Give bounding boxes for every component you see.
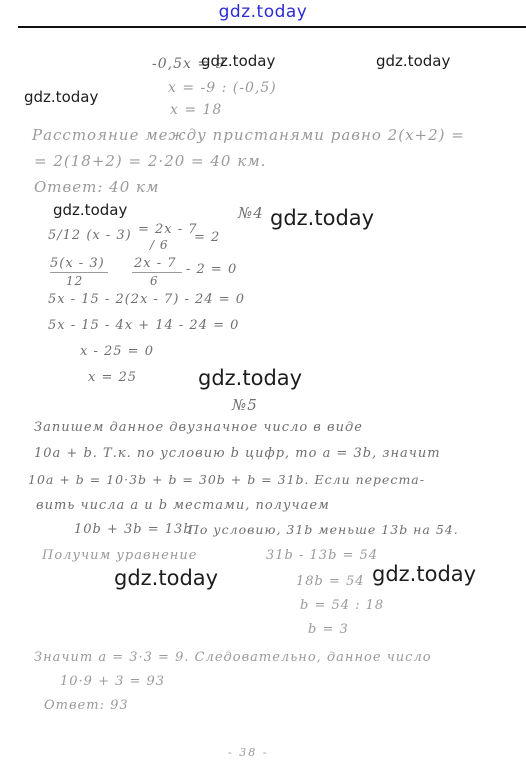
task-5-label: №5 [232,396,258,414]
task-5-step-3: b = 3 [308,622,349,637]
task-5-line-6b: 31b - 13b = 54 [266,548,379,563]
task-4-line-3: 5x - 15 - 2(2x - 7) - 24 = 0 [48,292,246,307]
watermark: gdz.today [114,566,219,590]
task-5-line-7: Значит a = 3·3 = 9. Следовательно, данное число [34,650,432,665]
task-5-line-1: Запишем данное двузначное число в виде [34,420,363,435]
notebook-page [0,30,526,776]
watermark: gdz.today [372,562,477,586]
task-4-line-1a: 5/12 (x - 3) [48,228,132,243]
equation-line-1: -0,5x = 9 [152,56,226,72]
task-4-line-1c: / 6 [150,238,169,252]
watermark: gdz.today [270,206,375,230]
task-5-line-8: 10·9 + 3 = 93 [60,674,166,689]
task-4-line-6: x = 25 [88,370,138,385]
task-5-line-3: 10a + b = 10·3b + b = 30b + b = 31b. Если перестa- [28,472,425,487]
task-4-line-2c: 2x - 7 [134,256,177,271]
header [0,0,526,30]
site-title[interactable]: gdz.today [218,2,308,22]
watermark: gdz.today [376,52,451,70]
distance-line-1: Расстояние между пристанями равно 2(x+2) = [32,126,465,144]
fraction-bar [50,272,108,273]
task-4-line-1b: = 2x - 7 [138,222,198,237]
equation-line-2: x = -9 : (-0,5) [168,80,277,96]
watermark: gdz.today [24,88,99,106]
answer-1: Ответ: 40 км [34,178,160,196]
header-divider [18,26,526,28]
task-5-line-6a: Получим уравнение [42,548,198,563]
watermark: gdz.today [198,366,303,390]
task-4-line-2d: 6 [150,274,159,288]
watermark: gdz.today [53,201,128,219]
task-5-line-4: вить числа a и b местами, получаем [36,498,330,513]
task-5-line-5b: По условию, 31b меньше 13b на 54. [188,522,459,537]
task-5-line-2: 10a + b. Т.к. по условию b цифр, то a = 3b, значит [34,446,441,461]
distance-line-2: = 2(18+2) = 2·20 = 40 км. [34,152,267,170]
task-5-line-5a: 10b + 3b = 13b [74,522,193,537]
task-4-line-2a: 5(x - 3) [50,256,105,271]
task-4-line-1d: = 2 [194,230,221,245]
task-4-line-4: 5x - 15 - 4x + 14 - 24 = 0 [48,318,240,333]
task-5-step-1: 18b = 54 [296,574,365,589]
fraction-bar [132,272,182,273]
page-number: - 38 - [228,746,269,759]
answer-2: Ответ: 93 [44,698,129,713]
task-4-line-5: x - 25 = 0 [80,344,154,359]
task-4-line-2e: - 2 = 0 [186,262,238,277]
task-4-line-2b: 12 [66,274,84,288]
task-4-label: №4 [238,204,264,222]
equation-line-3: x = 18 [170,102,223,118]
task-5-step-2: b = 54 : 18 [300,598,385,613]
watermark: gdz.today [201,52,276,70]
